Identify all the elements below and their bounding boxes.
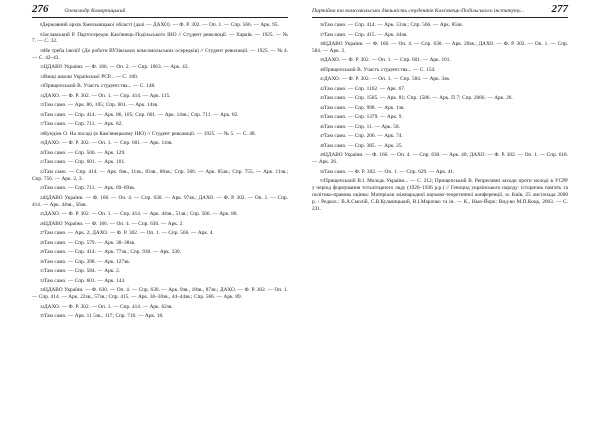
footnote <box>312 95 568 102</box>
footnote-text: ДАХО. — Ф. Р. 302. — Оп. 1. — Спр. 601. — Арк. 14зв. <box>44 140 173 147</box>
footnote-number: 35 <box>40 313 44 319</box>
footnote-text: Там само. — Спр. 11. — Арк. 58. <box>324 123 400 130</box>
footnote-text: ДАХО. — Ф. Р. 302. — Оп. 1. — Спр. 584. — Арк. 3зв. <box>324 76 451 83</box>
footnote-number: 47 <box>320 133 324 139</box>
footnote <box>32 211 288 218</box>
footnote <box>32 32 288 46</box>
footnote-number: 22 <box>40 168 44 174</box>
footnote-text: Там само. — Арк. 86, 105; Спр. 601. — Арк. 14зв. <box>44 102 159 109</box>
footnote-number: 12 <box>40 73 44 79</box>
footnote-text: Там само. — Спр. 414. — Арк. 51зв.; Спр. 566. — Арк. 85зв. <box>324 22 463 28</box>
footnote-number: 50 <box>320 168 324 174</box>
footnote-number: 41 <box>320 76 324 82</box>
footnote <box>32 102 288 109</box>
footnote-text: ЦДАВО України. — Ф. 166. — Оп. 4. — Спр. 630. — Арк. 2. <box>44 220 184 227</box>
left-page-header <box>32 3 288 18</box>
footnote <box>312 32 568 39</box>
footnote-text: Прищепський В. Участь студентства... — С. 154. <box>324 66 436 73</box>
right-running-head: Партійна та комсомольська діяльність студентів Кам'янець-Подільського інституту... <box>312 8 525 14</box>
footnote <box>312 169 568 176</box>
footnote-number: 33 <box>40 287 44 293</box>
footnote-number: 46 <box>320 123 324 129</box>
footnote <box>312 67 568 74</box>
footnote <box>32 140 288 147</box>
footnote <box>312 105 568 112</box>
footnote <box>32 83 288 90</box>
footnote-number: 42 <box>320 85 324 91</box>
footnote <box>32 169 288 183</box>
footnote-text: ЦДАВО України. — Ф. 166. — Оп. 4. — Спр. 630. — Арк. 40; ДАХО. — Ф. Р. 302. — Оп. 1. — Спр. 618. — Арк. 26. <box>312 152 568 166</box>
footnote-number: 39 <box>320 57 324 63</box>
footnote-text: ДАХО. — Ф. Р. 302. — Оп. 1. — Спр. 601. — Арк. 101. <box>324 57 451 64</box>
footnote <box>32 249 288 256</box>
footnote-text: ЦДАВО України. — Ф. 630. — Оп. 4. — Спр. 630. — Арк. 8зв., 18зв., 87зв.; ДАХО. — Ф. Р. 302. — Оп. 1. — Спр. 414. — Арк. 22зв., 57зв.; Спр. 415. — Арк. 30–30зв., 44–44зв.; Спр. 566. — Арк. 89. <box>32 287 288 301</box>
footnote <box>312 152 568 166</box>
footnote <box>32 74 288 81</box>
footnote-text: ДАХО. — Ф. Р. 302. — Оп. 1. — Спр. 414. — Арк. 62зв. <box>44 303 173 310</box>
footnote-number: 11 <box>40 64 44 70</box>
footnote <box>312 22 568 29</box>
footnote-number: 14 <box>40 92 44 98</box>
footnote <box>32 131 288 138</box>
footnote <box>32 48 288 62</box>
footnote-number: 8 <box>40 22 42 27</box>
footnote-number: 37 <box>320 31 324 37</box>
footnote-number: 30 <box>40 258 44 264</box>
footnote <box>312 41 568 55</box>
footnote-text: Вищі школи Української РСР... — С. 100. <box>44 73 139 80</box>
footnote-number: 24 <box>40 194 44 200</box>
footnote-text: Державний архів Хмельницької області (далі — ДАХО). — Ф. Р. 302. — Оп. 1. — Спр. 566. — Арк. 95. <box>42 22 279 28</box>
footnote-number: 17 <box>40 121 44 127</box>
footnote <box>32 287 288 301</box>
footnote <box>32 121 288 128</box>
footnote-number: 34 <box>40 303 44 309</box>
footnote <box>312 76 568 83</box>
footnote-number: 29 <box>40 249 44 255</box>
footnote-text: Там само. — Спр. 601. — Арк. 101. <box>44 159 126 166</box>
footnote-text: Там само. — Спр. 398. — Арк. 127зв. <box>44 258 131 265</box>
footnote <box>32 22 288 29</box>
footnote-text: Кундієв О. На посаді (в Кам'янецькому ІНО) // Студент революції. — 1925. — № 5. — С. 48. <box>44 130 256 137</box>
footnote-text: ЦДАВО України. — Ф. 166. — Оп. 4. — Спр. 630. — Арк. 20зв.; ДАХО. — Ф. Р. 302. — Оп. 1. — Спр. 584. — Арк. 2. <box>312 41 568 54</box>
footnote-text: Там само. — Ф. Р. 302. — Оп. 1. — Спр. 629. — Арк. 41. <box>324 168 455 175</box>
footnote-text: Там само. — Спр. 584. — Арк. 2. <box>44 268 121 275</box>
footnote-text: Там само. — Спр. 1162. — Арк. 67. <box>324 85 406 92</box>
footnote-text: Там само. — Спр. 1585. — Арк. 81; Спр. 1586. — Арк. П 7; Спр. 2066. — Арк. 26. <box>324 95 513 102</box>
footnote <box>32 195 288 209</box>
footnote-number: 43 <box>320 95 324 101</box>
footnote-number: 40 <box>320 66 324 72</box>
footnote <box>32 185 288 192</box>
footnote <box>32 150 288 157</box>
footnote <box>32 93 288 100</box>
footnote-text: ДАХО. — Ф. Р. 302. — Оп. 1. — Спр. 414. — Арк. 44зв., 51зв.; Спр. 566. — Арк. 86. <box>44 211 238 218</box>
footnote-number: 16 <box>40 111 44 117</box>
footnote-number: 15 <box>40 102 44 108</box>
right-page-number: 277 <box>551 3 568 15</box>
footnote-number: 49 <box>320 152 324 158</box>
footnote <box>32 278 288 285</box>
footnote-number: 18 <box>40 130 44 136</box>
footnote-text: Прищепський В.І. Молодь України... — С. 212; Прищепський В. Репресивні заходи проти молоді в УСРР у період формування тоталітарного ладу (1920–1936 р.р.) // Геноцид українського народу: історична пам'ять та політико-правова оцінка: Матеріали міжнародної науково-теоретичної конференції, м. Київ, 25 листопада 2000 р. / Редкол.: В.А.Смолій, С.В.Кульчицький, В.І.Марочко та ін. — К., Нью-Йорк: Вид-во М.П.Коць, 2003. — С. 231. <box>312 178 568 212</box>
footnote-number: 27 <box>40 230 44 236</box>
footnote <box>32 304 288 311</box>
footnote-number: 38 <box>320 41 324 46</box>
footnote-text: Прищепський В. Участь студентства... — С. 148. <box>44 83 156 90</box>
footnote-number: 21 <box>40 159 44 165</box>
footnote <box>32 313 288 320</box>
footnote-number: 23 <box>40 185 44 191</box>
footnote-text: Там само. — Арк. 2; ДАХО. — Ф. Р. 302. — Оп. 1. — Спр. 566. — Арк. 4. <box>44 230 214 237</box>
footnote-number: 13 <box>40 83 44 89</box>
footnote-number: 26 <box>40 220 44 226</box>
right-page-header <box>312 3 568 18</box>
footnote-text: ЦДАВО України. — Ф. 166. — Оп. 2. — Спр. 1063. — Арк. 43. <box>43 64 189 71</box>
footnote <box>32 159 288 166</box>
footnote-text: Там само. — Арк. 11 5зв., 117; Спр. 710. — Арк. 18. <box>44 313 164 320</box>
footnote <box>32 230 288 237</box>
footnote <box>312 114 568 121</box>
footnote-number: 19 <box>40 140 44 146</box>
footnote-text: Там само. — Спр. 414. — Арк. 86, 105; Спр. 601. — Арк. 14зв.; Спр. 711. — Арк. 82. <box>44 111 239 118</box>
footnote <box>32 64 288 71</box>
footnote-text: Там само. — Спр. 579. — Арк. 38–38зв. <box>44 239 136 246</box>
footnote-text: Там само. — Спр. 385. — Арк. 25. <box>324 142 403 149</box>
footnote-number: 36 <box>320 22 324 27</box>
footnote-text: Там само. — Спр. 711. — Арк. 69–69зв. <box>44 185 136 192</box>
footnote-number: 51 <box>320 178 324 184</box>
footnote-number: 10 <box>40 47 44 53</box>
footnote <box>32 259 288 266</box>
footnote-text: Там само. — Спр. 566. — Арк. 129. <box>44 149 126 156</box>
footnote-number: 44 <box>320 104 324 110</box>
left-page-number: 276 <box>32 3 49 15</box>
footnote-text: Там само. — Спр. 206. — Арк. 74. <box>324 133 403 140</box>
footnote <box>32 221 288 228</box>
footnote <box>312 143 568 150</box>
footnote-text: ЦДАВО України. — Ф. 166. — Оп. 4. — Спр. 630. — Арк. 97зв.; ДАХО. — Ф. Р. 302. — Оп. 1. — Спр. 414. — Арк. 44зв., 56зв. <box>32 194 288 208</box>
footnote-text: Там само. — Спр. 414. — Арк. 77зв.; Спр. 938. — Арк. 330. <box>44 249 181 256</box>
left-running-head: Олександр Комарницький <box>64 8 126 14</box>
right-page <box>300 0 600 428</box>
footnote-number: 25 <box>40 211 44 217</box>
footnote <box>312 57 568 64</box>
footnote-number: 45 <box>320 114 324 120</box>
footnote-text: Там само. — Спр. 415. — Арк. 44зв. <box>324 31 408 38</box>
footnote <box>312 133 568 140</box>
footnote <box>312 178 568 213</box>
right-footnotes <box>312 22 568 213</box>
footnote-text: Там само. — Спр. 998. — Арк. 1зв. <box>324 104 405 111</box>
footnote-text: ДАХО. — Ф. Р. 302. — Оп. 1. — Спр. 414. — Арк. 115. <box>44 92 171 99</box>
footnote-number: 32 <box>40 277 44 283</box>
footnote <box>312 86 568 93</box>
footnote-number: 31 <box>40 268 44 274</box>
footnote-text: Там само. — Спр. 711. — Арк. 82. <box>44 121 123 128</box>
footnote <box>312 124 568 131</box>
footnote-number: 28 <box>40 239 44 245</box>
footnote <box>32 240 288 247</box>
footnote-number: 20 <box>40 149 44 155</box>
footnote <box>32 112 288 119</box>
footnote-text: Там само. — Спр. 1379. — Арк. 9. <box>324 114 403 121</box>
footnote-number: 9 <box>40 31 42 37</box>
footnote-number: 48 <box>320 142 324 148</box>
footnote-text: Там само. — Спр. 601. — Арк. 143. <box>44 277 126 284</box>
left-footnotes <box>32 22 288 320</box>
footnote-text: Заславський Р. Партосередок Кам'янець-Подільського ІНО // Студент революції. — Харків. — 1925. — № 7. — С. 32. <box>32 31 288 45</box>
footnote <box>32 268 288 275</box>
footnote-text: Там само. — Спр. 414. — Арк. 8зв., 11зв., 83зв., 86зв.; Спр. 566. — Арк. 85зв.; Спр. 755. — Арк. 11зв.; Спр. 756. — Арк. 2, 3. <box>32 168 288 182</box>
footnote-text: Не треба ілюзії! (До роботи ВУЗівських комсомольських осередків) // Студент революції. — 1925. — № 4. — С. 42–43. <box>32 47 288 61</box>
